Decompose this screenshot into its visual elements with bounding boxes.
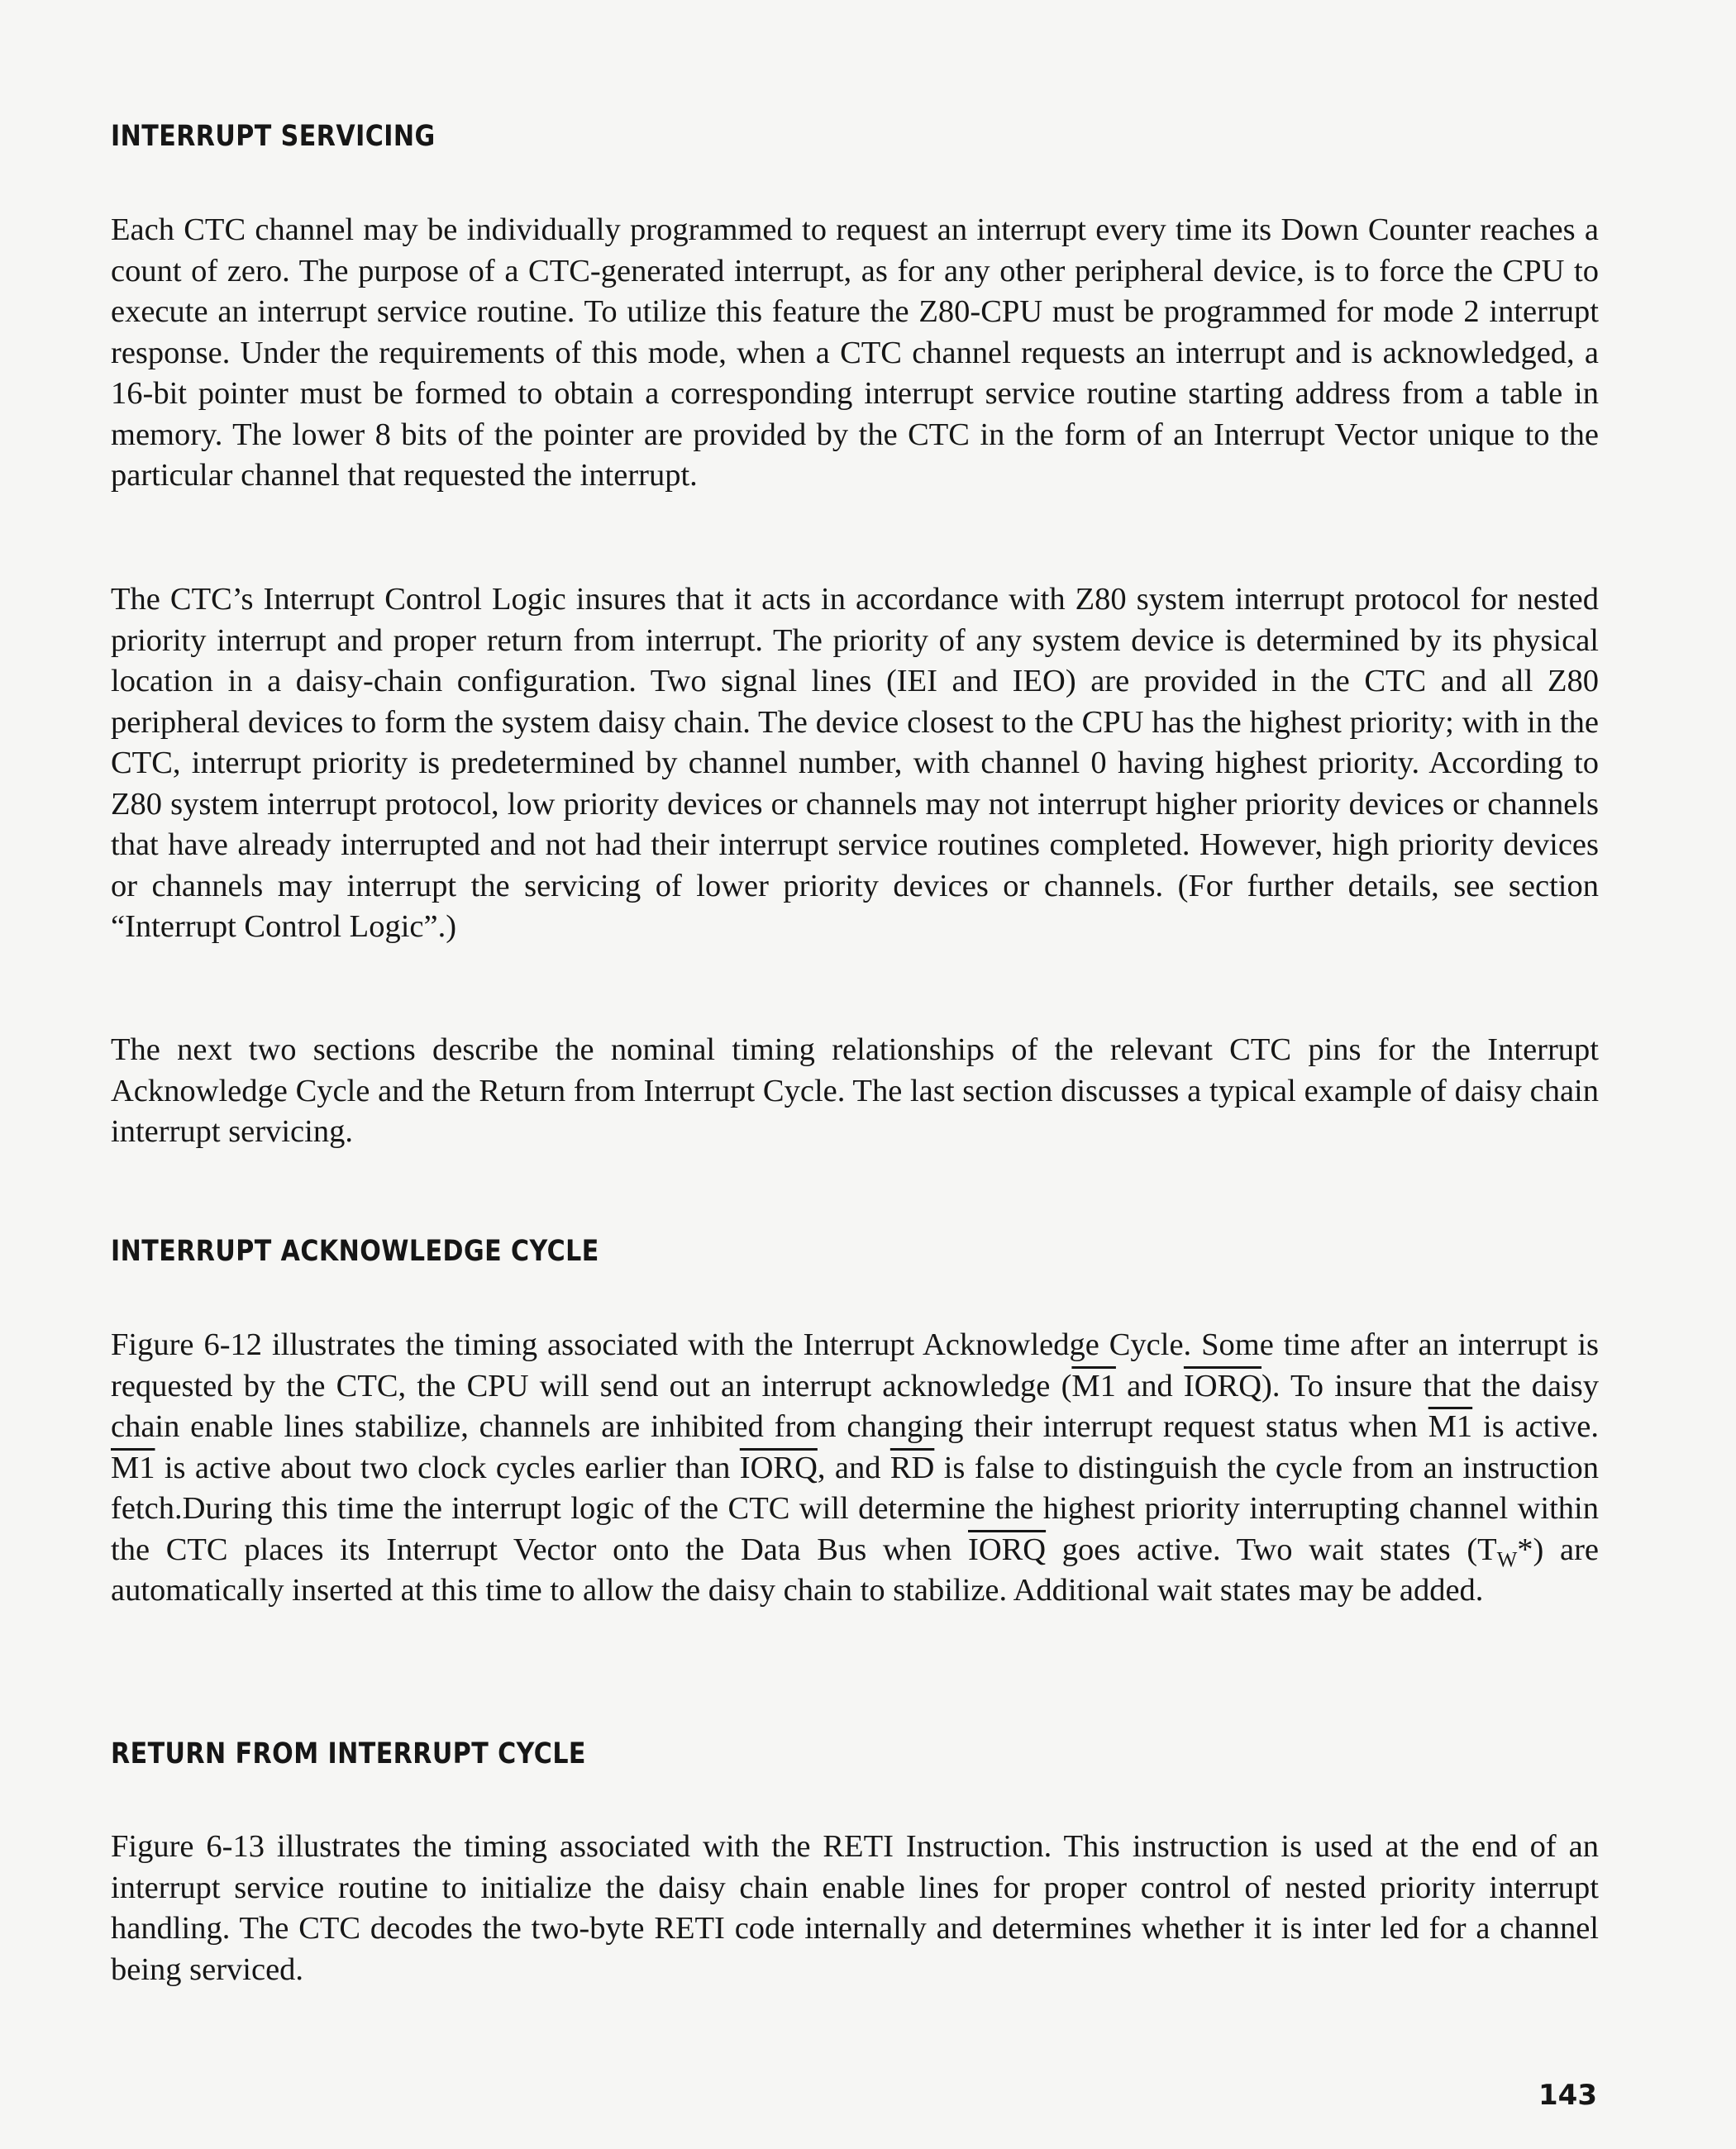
signal-m1: M1 <box>1428 1409 1473 1444</box>
paragraph: The next two sections describe the nominal timing relationships of the relevant CTC pins for the Interrupt Acknowledge Cycle and the Return from Interrupt Cycle. The last section discusses a typical example of daisy chain interrupt servicing. <box>111 1032 1599 1149</box>
signal-iorq: IORQ <box>1183 1368 1262 1403</box>
page-number: 143 <box>1538 2079 1597 2112</box>
text-run: Figure 6-12 illustrates the timing associated with the Interrupt Acknowledge Cycle. Some time after an interrupt is requested by the CTC, the CPU will send out an interrupt acknowledge ( <box>111 1327 1599 1403</box>
signal-iorq: IORQ <box>739 1450 818 1485</box>
heading-interrupt-servicing: INTERRUPT SERVICING <box>111 120 436 153</box>
text-run: , and <box>817 1450 890 1485</box>
text-run: and <box>1115 1368 1184 1403</box>
heading-interrupt-acknowledge-cycle: INTERRUPT ACKNOWLEDGE CYCLE <box>111 1235 599 1268</box>
text-run: is active about two clock cycles earlier than <box>155 1450 740 1485</box>
subscript-w: W <box>1496 1547 1518 1572</box>
text-run: ). To insure that the daisy chain enable lines stabilize, channels are inhibited from changing their interrupt request status when <box>111 1368 1599 1444</box>
text-run: *) are automatically inserted at this time to allow the daisy chain to stabilize. Additional wait states may be added. <box>111 1532 1599 1608</box>
text-run: goes active. Two wait states (T <box>1046 1532 1497 1567</box>
signal-iorq: IORQ <box>968 1532 1047 1567</box>
paragraph: Figure 6-13 illustrates the timing associated with the RETI Instruction. This instruction is used at the end of an interrupt service routine to initialize the daisy chain enable lines for proper control of nested priority interrupt handling. The CTC decodes the two-byte RETI code internally and determines whether it is inter led for a channel being serviced. <box>111 1829 1599 1987</box>
paragraph: The CTC’s Interrupt Control Logic insures that it acts in accordance with Z80 system interrupt protocol for nested priority interrupt and proper return from interrupt. The priority of any system device is determined by its physical location in a daisy-chain configuration. Two signal lines (IEI and IEO) are provided in the CTC and all Z80 peripheral devices to form the system daisy chain. The device closest to the CPU has the highest priority; with in the CTC, interrupt priority is predetermined by channel number, with channel 0 having highest priority. According to Z80 system interrupt protocol, low priority devices or channels may not interrupt higher priority devices or channels that have already interrupted and not had their interrupt service routines completed. However, high priority devices or channels may interrupt the servicing of lower priority devices or channels. (For further details, see section “Interrupt Control Logic”.) <box>111 582 1599 944</box>
signal-m1: M1 <box>1071 1368 1116 1403</box>
text-run: is false to distinguish the cycle from an instruction fetch.During this time the interrupt logic of the CTC will determine the highest priority interrupting channel within the CTC places its Interrupt Vector onto the Data Bus when <box>111 1450 1600 1567</box>
paragraph: Each CTC channel may be individually programmed to request an interrupt every time its Down Counter reaches a count of zero. The purpose of a CTC-generated interrupt, as for any other peripheral device, is to force the CPU to execute an interrupt service routine. To utilize this feature the Z80-CPU must be programmed for mode 2 interrupt response. Under the requirements of this mode, when a CTC channel requests an interrupt and is acknowledged, a 16-bit pointer must be formed to obtain a corresponding interrupt service routine starting address from a table in memory. The lower 8 bits of the pointer are provided by the CTC in the form of an Interrupt Vector unique to the particular channel that requested the interrupt. <box>111 212 1599 493</box>
signal-m1: M1 <box>111 1450 155 1485</box>
signal-rd: $\overline{RD}$ <box>889 1450 935 1485</box>
paragraph-interrupt-acknowledge <box>111 1325 1599 1612</box>
heading-return-from-interrupt-cycle: RETURN FROM INTERRUPT CYCLE <box>111 1737 586 1770</box>
text-run: is active. <box>1472 1409 1599 1444</box>
